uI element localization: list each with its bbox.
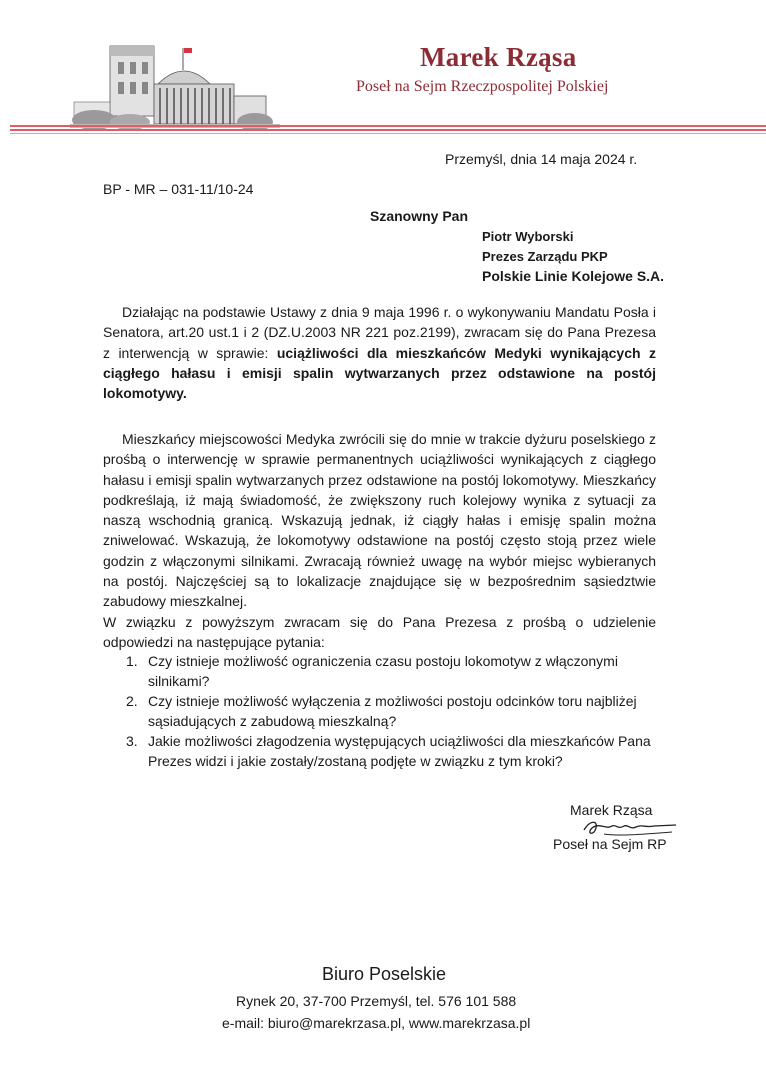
signature-role: Poseł na Sejm RP	[553, 836, 667, 852]
letterhead-name: Marek Rząsa	[420, 42, 577, 72]
request-paragraph: W związku z powyższym zwracam się do Pana Prezesa z prośbą o udzielenie odpowiedzi na następujące pytania:	[103, 614, 656, 651]
intro-text: Działając na podstawie Ustawy z dnia 9 maja 1996 r. o wykonywaniu Mandatu Posła i Senatora, art.20 ust.1 i 2 (DZ.U.2003 NR 221 poz.2199), zwracam się do Pana Prezesa z interwencją w sprawie:	[103, 304, 656, 361]
list-item	[103, 652, 656, 691]
list-number: 2.	[126, 693, 138, 709]
question-list	[103, 652, 656, 772]
list-text: Czy istnieje możliwość ograniczenia czasu postoju lokomotyw z włączonymi silnikami?	[148, 653, 618, 689]
letterhead-divider	[10, 133, 766, 134]
intro-subject: uciążliwości dla mieszkańców Medyki wynikających z ciągłego hałasu i emisji spalin wytwarzanych przez odstawione na postój lokomotywy.	[103, 344, 656, 402]
letterhead-divider	[10, 129, 766, 131]
signature-name: Marek Rząsa	[570, 802, 653, 818]
letterhead-divider	[10, 125, 766, 127]
list-item	[103, 732, 656, 771]
date-line: Przemyśl, dnia 14 maja 2024 r.	[445, 151, 638, 167]
recipient-company: Polskie Linie Kolejowe S.A.	[482, 268, 665, 284]
letterhead-subtitle: Poseł na Sejm Rzeczpospolitej Polskiej	[356, 78, 609, 95]
intro-paragraph	[103, 302, 656, 403]
recipient-title: Prezes Zarządu PKP	[482, 249, 608, 264]
recipient-name: Piotr Wyborski	[482, 229, 574, 244]
footer-contact: e-mail: biuro@marekrzasa.pl, www.marekrzasa.pl	[222, 1015, 531, 1031]
list-text: Jakie możliwości złagodzenia występujących uciążliwości dla mieszkańców Pana Prezes widzi i jakie zostały/zostaną podjęte w związku z tym kroki?	[148, 733, 651, 769]
footer-address: Rynek 20, 37-700 Przemyśl, tel. 576 101 588	[236, 993, 517, 1009]
list-number: 1.	[126, 653, 138, 669]
list-number: 3.	[126, 733, 138, 749]
list-item	[103, 692, 656, 731]
body-paragraph: Mieszkańcy miejscowości Medyka zwrócili się do mnie w trakcie dyżuru poselskiego z prośbą o interwencję w sprawie permanentnych uciążliwości wynikających z ciągłego hałasu i emisji spalin wytwarzanych przez odstawione na postój lokomotywy. Mieszkańcy podkreślają, iż mają świadomość, że zwiększony ruch kolejowy wynika z sytuacji za naszą wschodnią granicą. Wskazują jednak, iż ciągły hałas i emisję spalin można zniwelować. Wskazują, że lokomotywy odstawione na postój często stoją przez wiele godzin z włączonymi silnikami. Zwracają również uwagę na wybór miejsc wybieranych na postój. Najczęściej są to lokalizacje znajdujące się w bezpośrednim sąsiedztwie zabudowy mieszkalnej.	[103, 431, 656, 610]
footer-office-title: Biuro Poselskie	[322, 964, 447, 984]
reference-number: BP - MR – 031-11/10-24	[103, 181, 254, 197]
salutation: Szanowny Pan	[370, 208, 469, 224]
list-text: Czy istnieje możliwość wyłączenia z możliwości postoju odcinków toru najbliżej sąsiadujących z zabudową mieszkalną?	[148, 693, 637, 729]
